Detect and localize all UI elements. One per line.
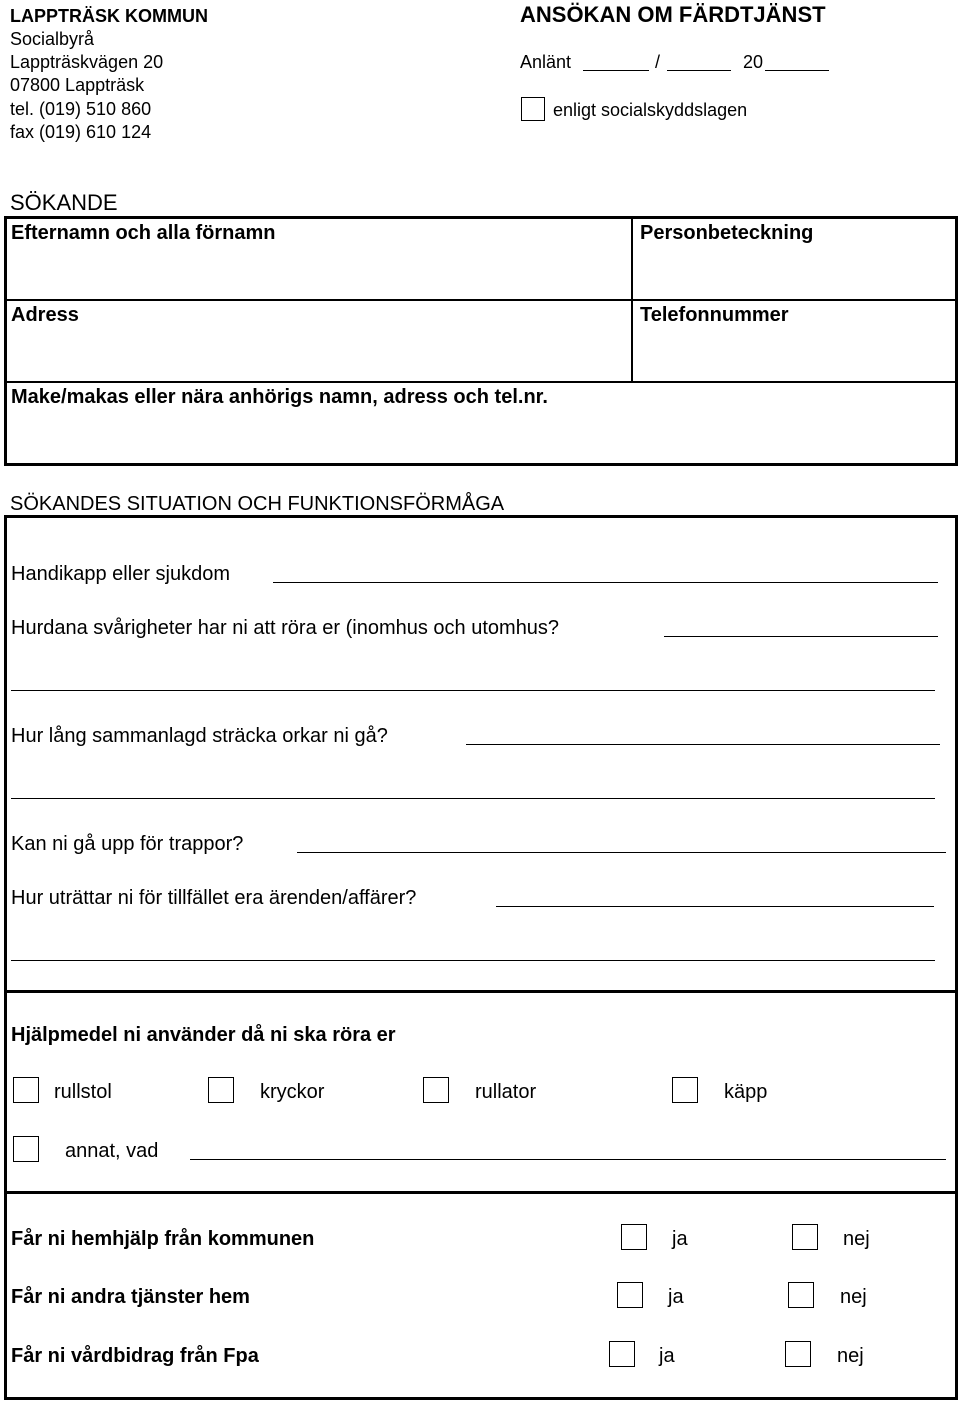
- mobility-field[interactable]: [664, 636, 938, 637]
- rollator-label: rullator: [475, 1081, 537, 1103]
- errands-field[interactable]: [496, 906, 934, 907]
- mobility-question: Hurdana svårigheter har ni att röra er (inomhus och utomhus?: [11, 617, 560, 639]
- wheelchair-label: rullstol: [54, 1081, 112, 1103]
- home-help-no-checkbox[interactable]: [792, 1224, 818, 1250]
- received-label: Anlänt: [520, 52, 572, 72]
- other-services-no-label: nej: [840, 1286, 867, 1308]
- crutches-label: kryckor: [260, 1081, 325, 1103]
- department-name: Socialbyrå: [10, 29, 95, 49]
- care-allowance-no-checkbox[interactable]: [785, 1341, 811, 1367]
- received-day-field[interactable]: [583, 70, 649, 71]
- distance-field[interactable]: [466, 744, 940, 745]
- applicant-section-title: SÖKANDE: [10, 190, 118, 215]
- municipality-name: LAPPTRÄSK KOMMUN: [10, 6, 208, 26]
- stairs-field[interactable]: [297, 852, 946, 853]
- stairs-question: Kan ni gå upp för trappor?: [11, 833, 244, 855]
- disability-question: Handikapp eller sjukdom: [11, 563, 231, 585]
- home-help-yes-label: ja: [672, 1228, 688, 1250]
- postal-address: 07800 Lappträsk: [10, 75, 145, 95]
- other-aid-label: annat, vad: [65, 1140, 159, 1162]
- home-help-yes-checkbox[interactable]: [621, 1224, 647, 1250]
- social-law-label: enligt socialskyddslagen: [553, 100, 748, 120]
- other-aid-checkbox[interactable]: [13, 1136, 39, 1162]
- other-services-question: Får ni andra tjänster hem: [11, 1286, 250, 1308]
- errands-field-continued[interactable]: [11, 960, 935, 961]
- received-year-field[interactable]: [765, 70, 829, 71]
- fax-number: fax (019) 610 124: [10, 122, 152, 142]
- ssn-label: Personbeteckning: [640, 222, 814, 244]
- care-allowance-yes-label: ja: [659, 1345, 675, 1367]
- address-field[interactable]: [8, 329, 628, 379]
- phone-number: tel. (019) 510 860: [10, 99, 152, 119]
- relative-label: Make/makas eller nära anhörigs namn, adress och tel.nr.: [11, 386, 548, 408]
- errands-question: Hur uträttar ni för tillfället era ärenden/affärer?: [11, 887, 417, 909]
- situation-section-title: SÖKANDES SITUATION OCH FUNKTIONSFÖRMÅGA: [10, 493, 505, 515]
- name-field[interactable]: [8, 247, 628, 297]
- street-address: Lappträskvägen 20: [10, 52, 164, 72]
- home-help-question: Får ni hemhjälp från kommunen: [11, 1228, 315, 1250]
- received-month-field[interactable]: [667, 70, 731, 71]
- disability-field[interactable]: [273, 582, 938, 583]
- received-year-prefix: 20: [743, 52, 764, 72]
- phone-label: Telefonnummer: [640, 304, 789, 326]
- care-allowance-yes-checkbox[interactable]: [609, 1341, 635, 1367]
- name-label: Efternamn och alla förnamn: [11, 222, 276, 244]
- other-aid-field[interactable]: [190, 1159, 946, 1160]
- address-label: Adress: [11, 304, 79, 326]
- care-allowance-no-label: nej: [837, 1345, 864, 1367]
- form-title: ANSÖKAN OM FÄRDTJÄNST: [520, 2, 826, 27]
- relative-field[interactable]: [8, 411, 952, 461]
- crutches-checkbox[interactable]: [208, 1077, 234, 1103]
- other-services-no-checkbox[interactable]: [788, 1282, 814, 1308]
- care-allowance-question: Får ni vårdbidrag från Fpa: [11, 1345, 259, 1367]
- other-services-yes-label: ja: [668, 1286, 684, 1308]
- distance-field-continued[interactable]: [11, 798, 935, 799]
- home-help-no-label: nej: [843, 1228, 870, 1250]
- aids-section-title: Hjälpmedel ni använder då ni ska röra er: [11, 1024, 396, 1046]
- distance-question: Hur lång sammanlagd sträcka orkar ni gå?: [11, 725, 388, 747]
- received-separator: /: [655, 52, 661, 72]
- ssn-field[interactable]: [636, 247, 952, 297]
- other-services-yes-checkbox[interactable]: [617, 1282, 643, 1308]
- cane-checkbox[interactable]: [672, 1077, 698, 1103]
- wheelchair-checkbox[interactable]: [13, 1077, 39, 1103]
- phone-field[interactable]: [636, 329, 952, 379]
- mobility-field-continued[interactable]: [11, 690, 935, 691]
- rollator-checkbox[interactable]: [423, 1077, 449, 1103]
- social-law-checkbox[interactable]: [521, 97, 545, 121]
- cane-label: käpp: [724, 1081, 768, 1103]
